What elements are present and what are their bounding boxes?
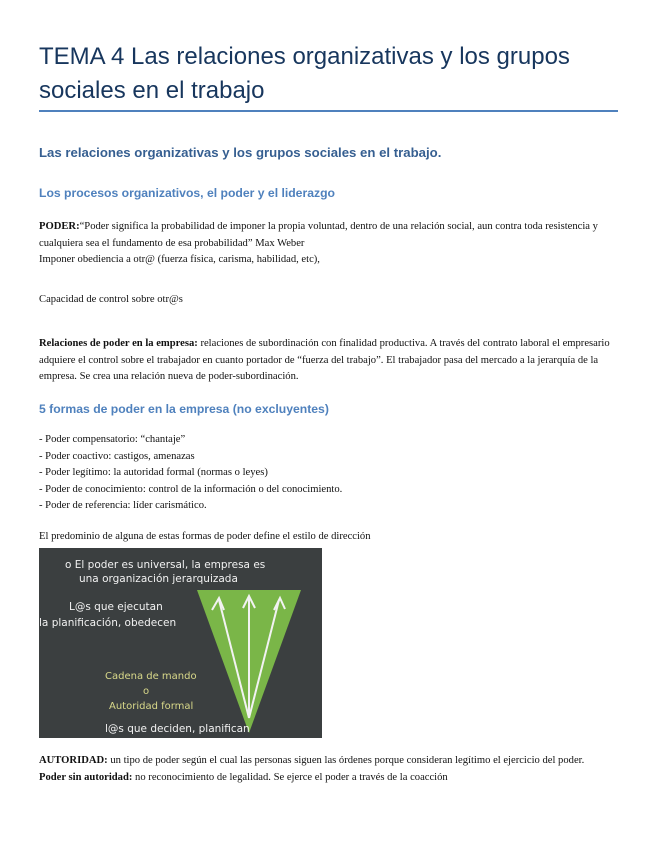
chalkboard-image (39, 548, 322, 738)
predominio-paragraph: El predominio de alguna de estas formas de poder define el estilo de dirección (39, 531, 371, 542)
board-bottom: l@s que deciden, planifican (105, 723, 250, 735)
relaciones-text: relaciones de subordinación con finalidad productiva. A través del contrato laboral el empresario adquiere el control sobre el trabajador en cuanto portador de “fuerza del trabajo”. El trabajador pasa del mercado a la jerarquía de la empresa. Se crea una relación nueva de poder-subordinación. (39, 338, 610, 383)
board-center3: Autoridad formal (109, 701, 194, 712)
section-heading: Las relaciones organizativas y los grupos sociales en el trabajo. (39, 145, 442, 160)
poder-paragraph (39, 219, 624, 269)
sin-autoridad-label: Poder sin autoridad: (39, 771, 133, 783)
poder-definition: “Poder significa la probabilidad de imponer la propia voluntad, dentro de una relación social, aun contra toda resistencia y cualquiera sea el fundamento de esa probabilidad” Max Weber (39, 221, 598, 249)
board-line2: una organización jerarquizada (79, 573, 238, 585)
board-center2: o (143, 686, 150, 697)
board-line1: o El poder es universal, la empresa es (65, 559, 266, 571)
poder-line2: Imponer obediencia a otr@ (fuerza física, carisma, habilidad, etc), (39, 254, 320, 266)
board-left1: L@s que ejecutan (69, 601, 163, 613)
relaciones-paragraph (39, 336, 624, 386)
formas-list (39, 432, 342, 515)
list-item: - Poder compensatorio: “chantaje” (39, 434, 186, 445)
autoridad-label: AUTORIDAD: (39, 755, 108, 766)
board-center1: Cadena de mando (105, 671, 197, 682)
subheading-procesos: Los procesos organizativos, el poder y el liderazgo (39, 186, 335, 200)
capacidad-paragraph: Capacidad de control sobre otr@s (39, 294, 183, 305)
title-underline (39, 110, 618, 112)
page-title: TEMA 4 Las relaciones organizativas y los grupos sociales en el trabajo (39, 43, 570, 104)
autoridad-paragraph (39, 753, 624, 786)
list-item: - Poder legítimo: la autoridad formal (normas o leyes) (39, 467, 268, 479)
relaciones-label: Relaciones de poder en la empresa: (39, 338, 198, 349)
board-left2: la planificación, obedecen (39, 617, 177, 629)
list-item: - Poder coactivo: castigos, amenazas (39, 450, 195, 462)
poder-label: PODER: (39, 221, 80, 232)
autoridad-text: un tipo de poder según el cual las personas siguen las órdenes porque consideran legítimo el ejercicio del poder. (107, 755, 585, 766)
list-item: - Poder de referencia: líder carismático. (39, 500, 207, 512)
sin-autoridad-text: no reconocimiento de legalidad. Se ejerce el poder a través de la coacción (132, 771, 448, 783)
subheading-formas: 5 formas de poder en la empresa (no excluyentes) (39, 402, 329, 416)
list-item: - Poder de conocimiento: control de la información o del conocimiento. (39, 483, 343, 495)
